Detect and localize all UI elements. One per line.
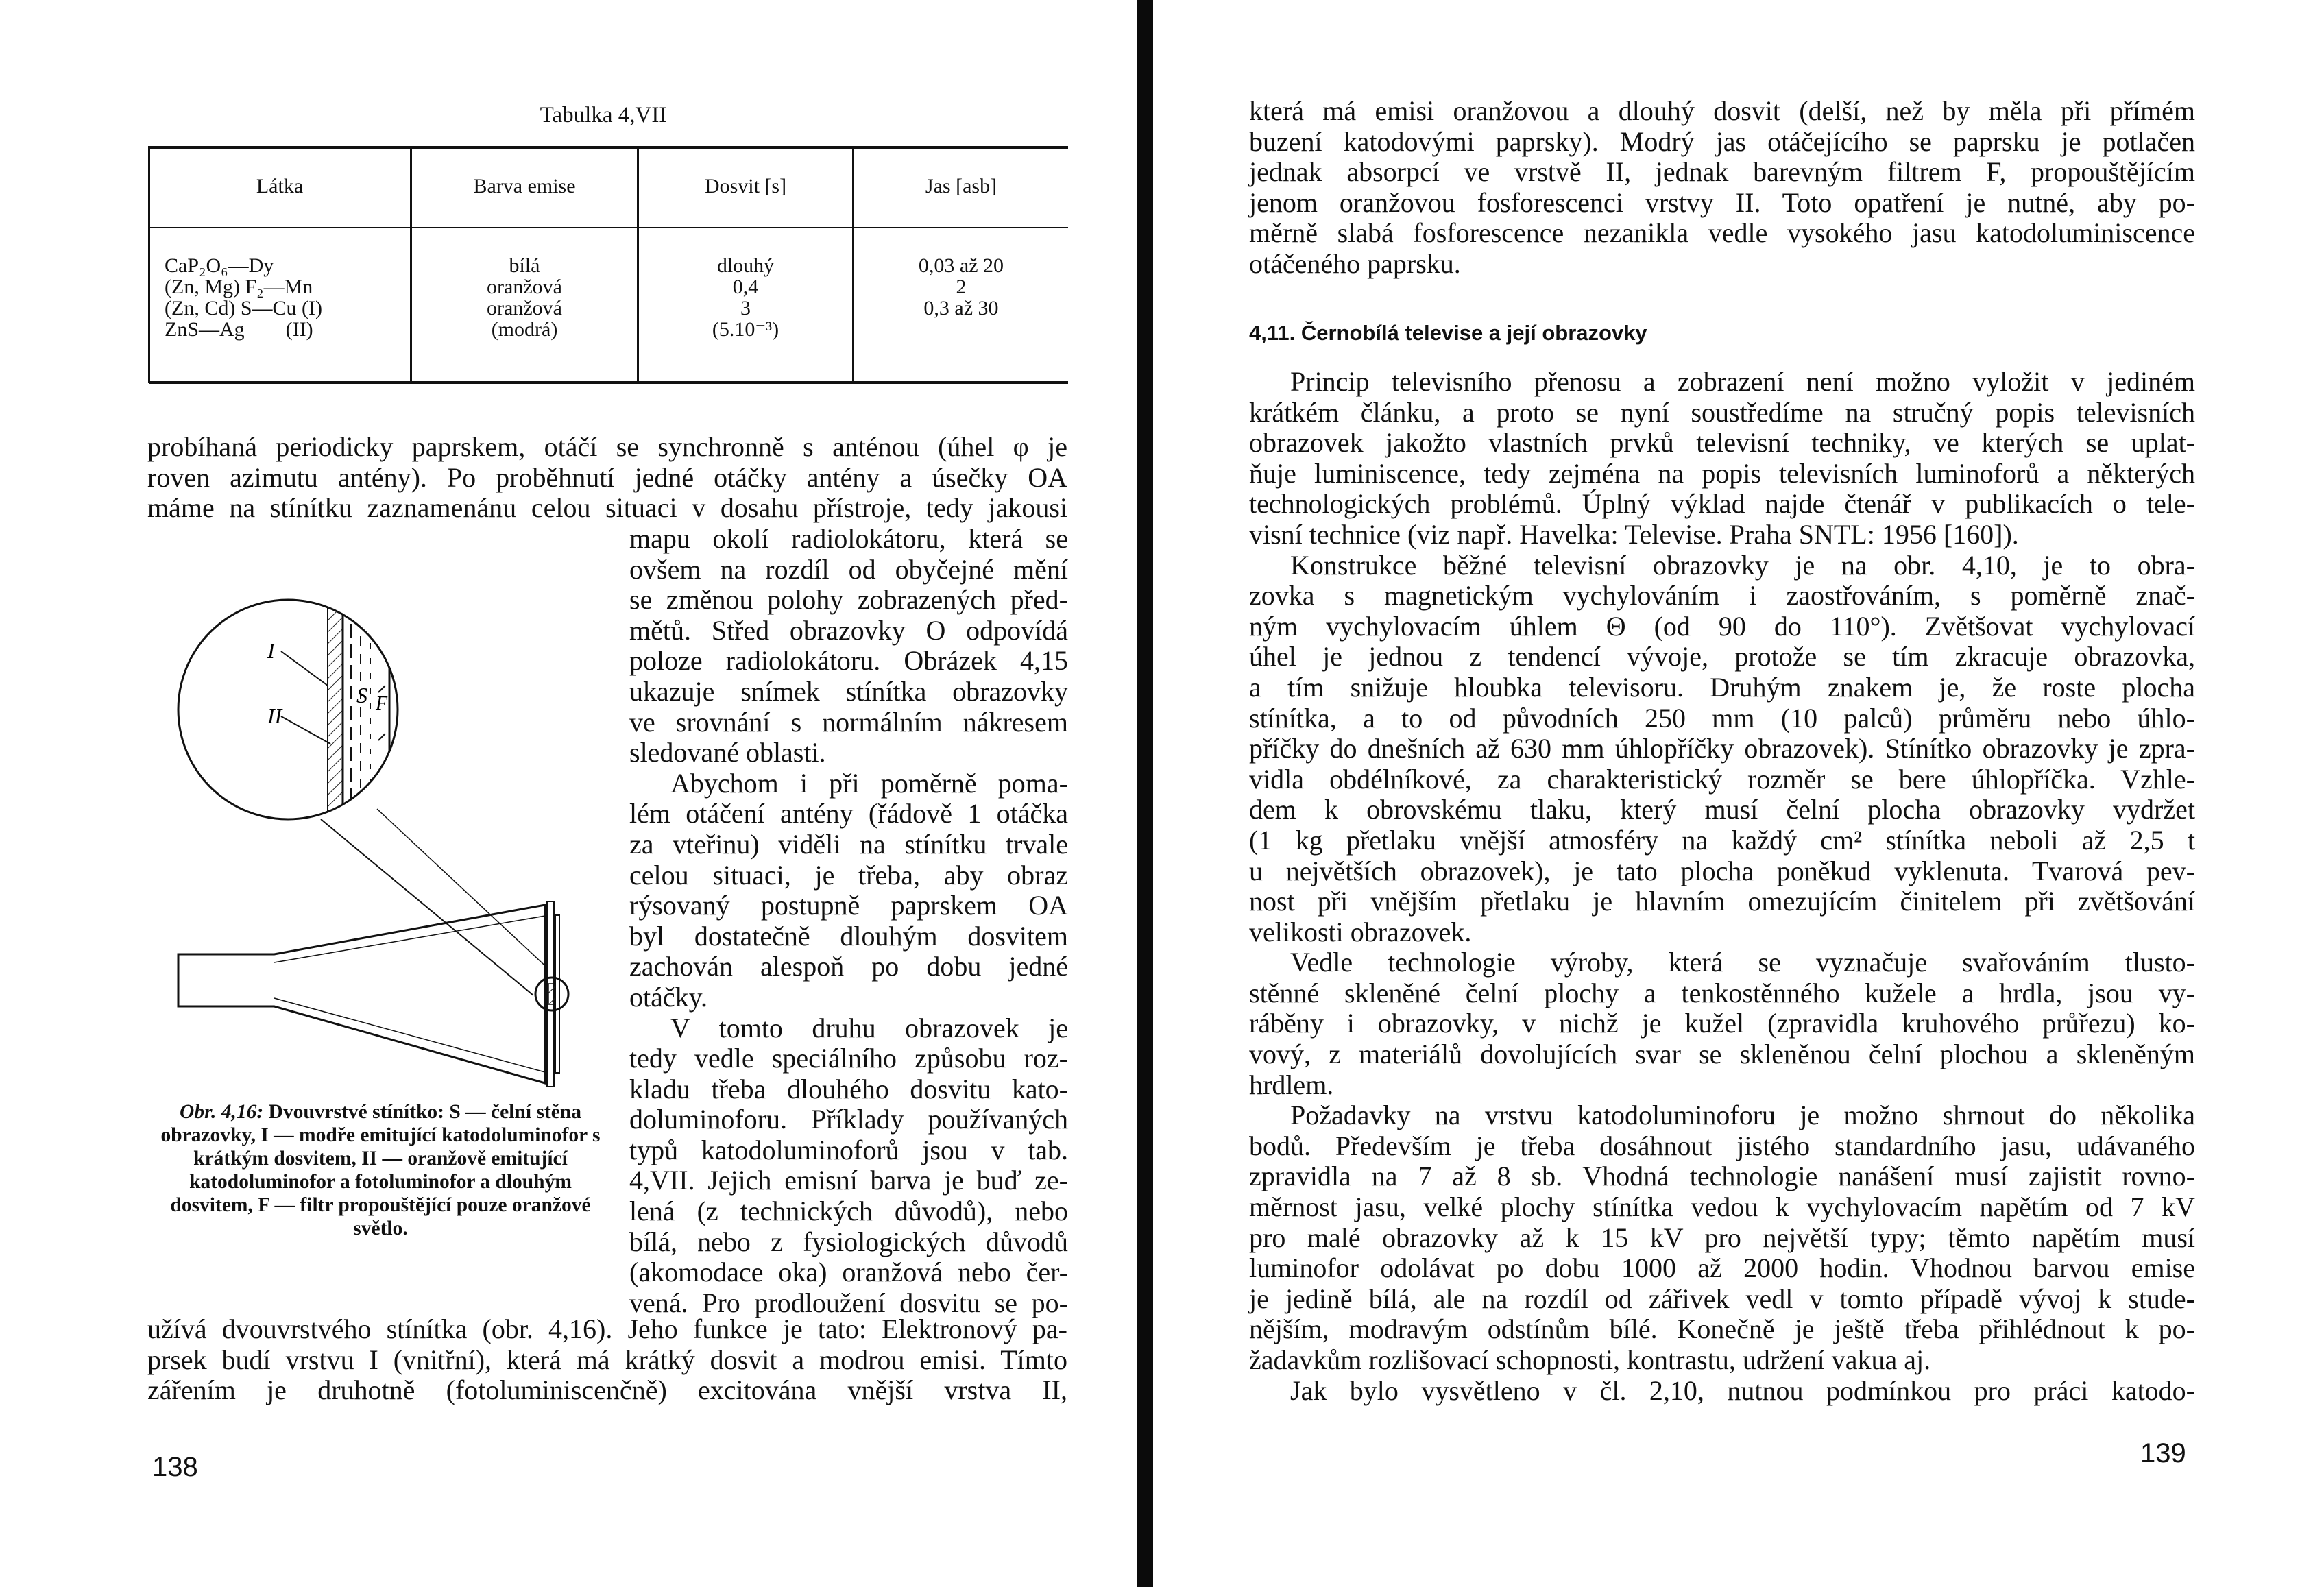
text-line: užívá dvouvrstvého stínítka (obr. 4,16). Jeho funkce je tato: Elektronový pa- [147, 1313, 1067, 1344]
label-layer-i: I [267, 638, 275, 663]
table-cell: CaP₂O₆—Dy [165, 254, 274, 277]
text-line: u největších obrazovek), je tato plocha poněkud vyklenuta. Tvarová pev- [1249, 855, 2195, 886]
table-cell: 0,4 [732, 276, 759, 298]
text-line: Jak bylo vysvětleno v čl. 2,10, nutnou podmínkou pro práci katodo- [1290, 1374, 2195, 1406]
text-line: dem k obrovskému tlaku, který musí čelní plocha obrazovky vydržet [1249, 794, 2195, 825]
text-line: zářením je druhotně (fotoluminiscenčně) excitována vnější vrstva II, [147, 1374, 1067, 1406]
text-line: máme na stínítku zaznamenánu celou situaci v dosahu přístroje, tedy jakousi [147, 492, 1067, 524]
table-column-dosvit [639, 255, 852, 340]
text-line: krátkém článku, a proto se nyní soustředíme na stručný popis televisních [1249, 396, 2195, 428]
table-column-jas [854, 255, 1068, 319]
table-header-jas: Jas [asb] [925, 175, 997, 197]
text-line: vená. Pro prodloužení dosvitu se po- [629, 1287, 1068, 1318]
right-text-body [1249, 367, 2195, 1406]
text-line: měrnost jasu, velké plochy stínítka vedou k vychylovacím napětím od 7 kV [1249, 1191, 2195, 1223]
text-line: za vteřinu) viděli na stínítku trvale [629, 828, 1068, 860]
book-spine [1137, 0, 1153, 1587]
crt-filter [555, 915, 559, 1073]
text-line: otáčeného paprsku. [1249, 247, 1461, 279]
text-line: visní technice (viz např. Havelka: Televise. Praha SNTL: 1956 [160]). [1249, 518, 2019, 550]
left-text-top [147, 432, 1067, 524]
text-line: jednak absorpcí ve vrstvě II, jednak barevným filtrem F, propouštějícím [1249, 156, 2195, 188]
text-line: měrně slabá fosforescence nezanikla vedle vysokého jasu katodoluminiscence [1249, 217, 2195, 249]
table-header-dosvit: Dosvit [s] [704, 175, 787, 197]
paragraph [1249, 550, 2195, 948]
table-cell: 0,3 až 30 [923, 297, 999, 319]
table-cell: (5.10⁻³) [712, 318, 779, 341]
text-line: doluminoforu. Příklady používaných [629, 1104, 1068, 1135]
table-cell: bílá [509, 254, 540, 277]
figure-caption-text: Dvouvrstvé stínítko: S — čelní stěna obrazovky, I — modře emitující katodoluminofor s krátkým dosvitem, II — oranžově emitující katodoluminofor a fotoluminofor a dlouhým dosvitem, F — filtr propouštějící pouze oranžové světlo. [160, 1101, 601, 1239]
table-cell: 3 [740, 297, 751, 319]
text-line: lená (z technických důvodů), nebo [629, 1196, 1068, 1227]
paragraph [1249, 1100, 2195, 1375]
table-cell: 2 [956, 276, 967, 298]
text-line: (akomodace oka) oranžová nebo čer- [629, 1257, 1068, 1288]
text-line: otáčky. [629, 981, 708, 1013]
text-line: mapu okolí radiolokátoru, která se [629, 523, 1068, 554]
text-line: prsek budí vrstvu I (vnitřní), která má krátký dosvit a modrou emisi. Tímto [147, 1344, 1067, 1375]
text-line: nějším, modravým odstínům bílé. Konečně je ještě třeba přihlédnout k po- [1249, 1313, 2195, 1345]
text-line: zachován alespoň po dobu jedné [629, 951, 1068, 982]
table-top-rule [149, 146, 1068, 149]
text-line: (1 kg přetlaku vnější atmosféry na každý cm² stínítka neboli až 2,5 t [1249, 824, 2195, 856]
paragraph [1249, 947, 2195, 1100]
text-line: vidla obdélníkové, za charakteristický rozměr se bere úhlopříčka. Vzhle- [1249, 763, 2195, 795]
left-text-column [629, 524, 1068, 1318]
paragraph [1249, 367, 2195, 550]
text-line: ukazuje snímek stínítka obrazovky [629, 675, 1068, 707]
text-line: V tomto druhu obrazovek je [670, 1012, 1068, 1043]
text-line: ným vychylovacím úhlem Θ (od 90 do 110°). Zvětšovat vychylovací [1249, 610, 2195, 642]
text-line: Konstrukce běžné televisní obrazovky je na obr. 4,10, je to obra- [1290, 549, 2195, 581]
text-line: příčky do dnešních až 630 mm úhlopříčky obrazovek). Stínítko obrazovky je zpra- [1249, 733, 2195, 764]
crt-tube-outline [178, 905, 545, 1083]
text-line: bodů. Především je třeba dosáhnout jistého standardního jasu, udávaného [1249, 1130, 2195, 1161]
table-column-latka [165, 255, 404, 340]
text-line: roven azimutu antény). Po proběhnutí jedné otáčky antény a úsečky OA [147, 461, 1067, 493]
text-line: nost při vnějším přetlaku je hlavním omezujícím činitelem při zvětšování [1249, 886, 2195, 917]
text-line: celou situaci, je třeba, aby obraz [629, 859, 1068, 891]
table-cell: (Zn, Cd) S—Cu (I) [165, 297, 322, 319]
right-text-top [1249, 96, 2195, 280]
text-line: Požadavky na vrstvu katodoluminoforu je možno shrnout do několika [1290, 1100, 2195, 1131]
text-line: tedy vedle speciálního způsobu roz- [629, 1043, 1068, 1074]
layer-i-hatch [328, 583, 343, 843]
text-line: hrdlem. [1249, 1069, 1334, 1100]
text-line: ve srovnání s normálním nákresem [629, 706, 1068, 738]
text-line: která má emisi oranžovou a dlouhý dosvit (delší, než by měla při přímém [1249, 95, 2195, 126]
right-page [1153, 0, 2324, 1587]
table-cell: 0,03 až 20 [918, 254, 1004, 277]
text-line: a tím snižuje hloubka televisoru. Druhým znakem je, že roste plocha [1249, 671, 2195, 703]
text-line: mětů. Střed obrazovky O odpovídá [629, 614, 1068, 646]
table-header-latka: Látka [256, 175, 304, 197]
text-line: technologických problémů. Úplný výklad najde čtenář v publikacích o tele- [1249, 488, 2195, 520]
text-line: Vedle technologie výroby, která se vyznačuje svařováním tlusto- [1290, 947, 2195, 978]
figure-caption-label: Obr. 4,16: [180, 1101, 264, 1123]
text-line: žadavkům rozlišovací schopnosti, kontrastu, udržení vakua aj. [1249, 1344, 1931, 1375]
text-line: bílá, nebo z fysiologických důvodů [629, 1226, 1068, 1257]
table-bottom-rule [149, 381, 1068, 384]
text-line: ňuje luminiscence, tedy zejména na popis televisních luminoforů a některých [1249, 457, 2195, 489]
table-cell: oranžová [487, 276, 562, 298]
table-column-barva [412, 255, 637, 340]
text-line: stínítka, a to od původních 250 mm (10 palců) průměru nebo úhlo- [1249, 702, 2195, 734]
text-line: buzení katodovými paprsky). Modrý jas otáčejícího se paprsku je potlačen [1249, 125, 2195, 157]
text-line: Princip televisního přenosu a zobrazení není možno vyložit v jediném [1290, 366, 2195, 397]
table-cell: (Zn, Mg) F₂—Mn [165, 276, 313, 298]
text-line: obrazovek jakožto vlastních prvků televisní techniky, ve kterých se uplat- [1249, 427, 2195, 459]
figure-double-layer-screen [171, 555, 596, 1097]
paragraph [1249, 1376, 2195, 1407]
table-cell: oranžová [487, 297, 562, 319]
magnifier-circle [178, 600, 398, 819]
table-cell: ZnS—Ag (II) [165, 318, 313, 341]
text-line: je jedině bílá, ale na rozdíl od zářivek vedl v tomto případě vývoj k stude- [1249, 1283, 2195, 1314]
text-line: stěnné skleněné čelní plochy a tenkostěnného kužele a hrdla, jsou vy- [1249, 977, 2195, 1008]
text-line: rýsovaný postupně paprskem OA [629, 890, 1068, 921]
label-f: F [376, 693, 388, 714]
table-cell: (modrá) [491, 318, 558, 341]
left-page [0, 0, 1137, 1587]
left-text-bottom [147, 1314, 1067, 1406]
text-line: zovka s magnetickým vychylováním i zaostřováním, s poměrně znač- [1249, 580, 2195, 611]
text-line: velikosti obrazovek. [1249, 916, 1472, 947]
text-line: sledované oblasti. [629, 737, 826, 768]
text-line: lém otáčení antény (řádově 1 otáčka [629, 798, 1068, 829]
text-line: zpravidla na 7 až 8 sb. Vhodná technologie nanášení musí zajistit rovno- [1249, 1161, 2195, 1192]
label-s: S [356, 683, 367, 707]
table-header-barva: Barva emise [473, 175, 576, 197]
text-line: typů katodoluminoforů jsou v tab. [629, 1134, 1068, 1165]
page-number-right: 139 [2140, 1438, 2186, 1468]
text-line: luminofor odolávat po dobu 1000 až 2000 hodin. Vhodnou barvou emise [1249, 1252, 2195, 1284]
text-line: 4,VII. Jejich emisní barva je buď ze- [629, 1165, 1068, 1196]
text-line: probíhaná periodicky paprskem, otáčí se synchronně s anténou (úhel φ je [147, 431, 1067, 462]
text-line: ráběny i obrazovky, v nichž je kužel (zpravidla kruhového průřezu) ko- [1249, 1008, 2195, 1039]
text-line: jenom oranžovou fosforescenci vrstvy II. Toto opatření je nutné, aby po- [1249, 186, 2195, 218]
text-line: kladu třeba dlouhého dosvitu kato- [629, 1073, 1068, 1104]
page-number-left: 138 [152, 1452, 198, 1482]
figure-caption [147, 1100, 614, 1240]
text-line: vový, z materiálů dovolujících svar se skleněnou čelní plochou a skleněným [1249, 1039, 2195, 1070]
table-caption: Tabulka 4,VII [540, 103, 667, 128]
text-line: Abychom i při poměrně poma- [670, 767, 1068, 799]
text-line: byl dostatečně dlouhým dosvitem [629, 920, 1068, 952]
table-cell: dlouhý [716, 254, 775, 277]
text-line: úhel je jednou z tendencí vývoje, protože se tím zkracuje obrazovka, [1249, 641, 2195, 673]
text-line: pro malé obrazovky až k 15 kV pro největší typy; těmto napětím musí [1249, 1222, 2195, 1253]
text-line: ovšem na rozdíl od obyčejné mění [629, 553, 1068, 585]
section-heading: 4,11. Černobílá televise a její obrazovky [1249, 321, 1647, 345]
text-line: se změnou polohy zobrazených před- [629, 584, 1068, 616]
table-header-rule [149, 227, 1068, 228]
label-layer-ii: II [267, 703, 282, 728]
text-line: poloze radiolokátoru. Obrázek 4,15 [629, 645, 1068, 677]
